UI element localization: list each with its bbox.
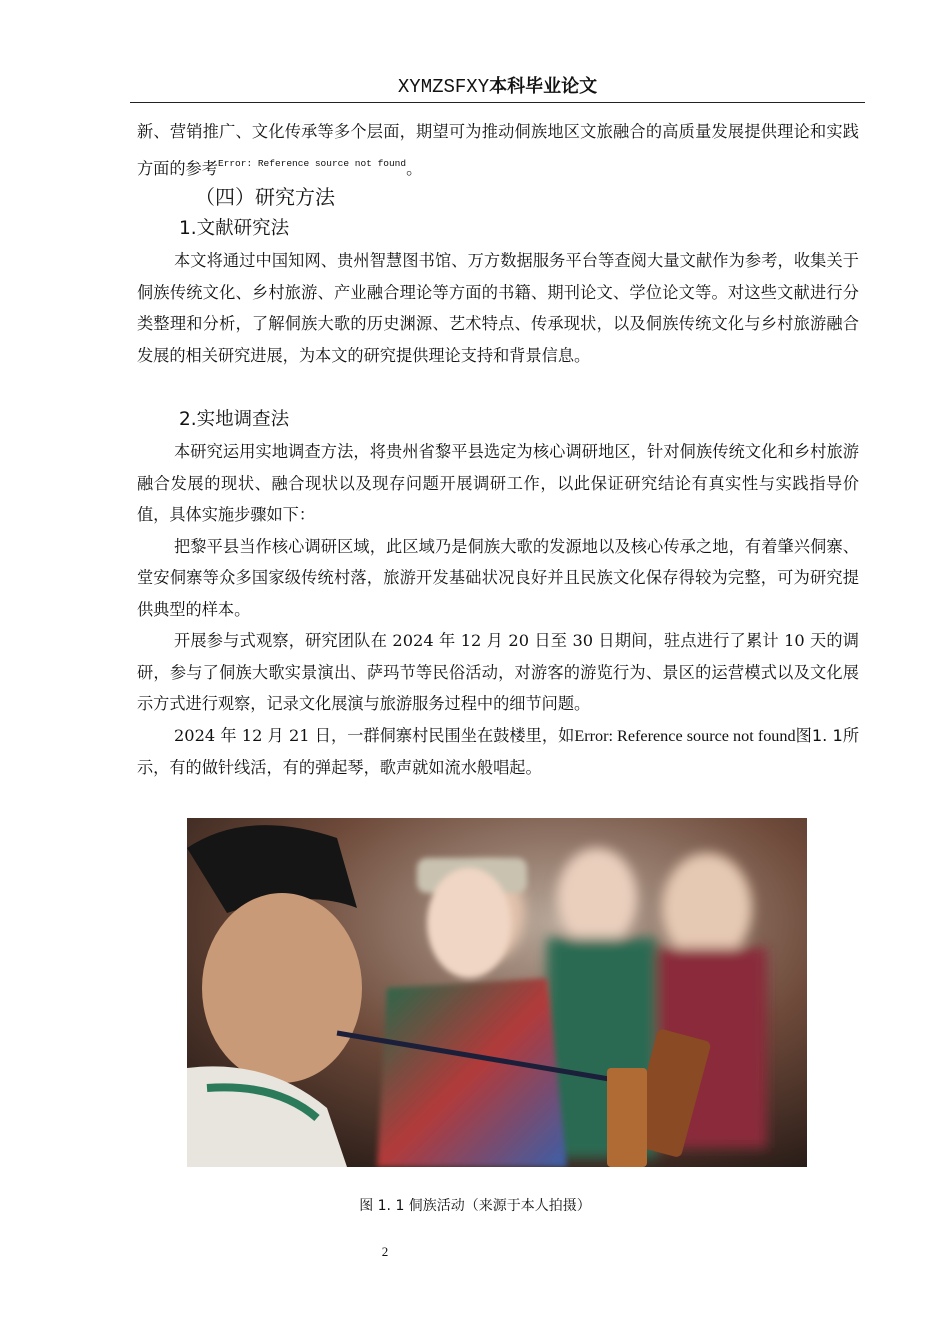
event-text-a: 2024 年 12 月 21 日，一群侗寨村民围坐在鼓楼里，如 bbox=[174, 725, 575, 745]
subsection-heading-1: 1.文献研究法 bbox=[179, 218, 290, 239]
subsection-field bbox=[137, 404, 859, 435]
page-header bbox=[130, 72, 865, 102]
header-code: XYMZSFXY bbox=[397, 76, 490, 98]
photo-illustration bbox=[187, 818, 807, 1167]
paragraph-field-observation: 开展参与式观察，研究团队在 2024 年 12 月 20 日至 30 日期间，驻点进行了累计 10 天的调研，参与了侗族大歌实景演出、萨玛节等民俗活动，对游客的游览行为、景区的运营模式以及文化展示方式进行观察，记录文化展演与旅游服务过程中的细节问题。 bbox=[137, 631, 859, 713]
header-title: 本科毕业论文 bbox=[489, 76, 598, 97]
paragraph-continuation bbox=[137, 116, 859, 184]
event-reference-error: Error: Reference source not found bbox=[574, 726, 796, 745]
body-block-field bbox=[137, 436, 859, 784]
figure-reference: 图1. 1 bbox=[795, 725, 843, 745]
figure-photo bbox=[187, 818, 807, 1167]
figure-caption: 图 1. 1 侗族活动（来源于本人拍摄） bbox=[359, 1198, 591, 1214]
subsection-literature bbox=[137, 213, 859, 244]
page-number: 2 bbox=[381, 1244, 389, 1259]
paragraph-field-area: 把黎平县当作核心调研区域，此区域乃是侗族大歌的发源地以及核心传承之地，有着肇兴侗寨、堂安侗寨等众多国家级传统村落，旅游开发基础状况良好并且民族文化保存得较为完整，可为研究提供典型的样本。 bbox=[137, 536, 859, 619]
paragraph-literature: 本文将通过中国知网、贵州智慧图书馆、万方数据服务平台等查阅大量文献作为参考，收集关于侗族传统文化、乡村旅游、产业融合理论等方面的书籍、期刊论文、学位论文等。对这些文献进行分类整理和分析，了解侗族大歌的历史渊源、艺术特点、传承现状，以及侗族传统文化与乡村旅游融合发展的相关研究进展，为本文的研究提供理论支持和背景信息。 bbox=[137, 251, 859, 365]
section-methods bbox=[137, 181, 859, 213]
reference-error: Error: Reference source not found bbox=[217, 157, 407, 169]
paragraph-field-intro: 本研究运用实地调查方法，将贵州省黎平县选定为核心调研地区，针对侗族传统文化和乡村旅游融合发展的现状、融合现状以及现存问题开展调研工作，以此保证研究结论有真实性与实践指导价值，具体实施步骤如下： bbox=[137, 442, 859, 524]
event-text-b: 所示，有的做针线活，有的弹起琴，歌声就如流水般唱起。 bbox=[137, 725, 860, 777]
subsection-heading-2: 2.实地调查法 bbox=[179, 409, 290, 430]
header-divider bbox=[130, 102, 865, 103]
body-block-top bbox=[137, 116, 859, 184]
paragraph-field-event bbox=[137, 720, 859, 784]
continuation-end: 。 bbox=[406, 158, 423, 178]
continuation-text: 新、营销推广、文化传承等多个层面，期望可为推动侗族地区文旅融合的高质量发展提供理论和实践方面的参考 bbox=[137, 122, 859, 178]
section-heading: （四）研究方法 bbox=[195, 185, 335, 209]
body-block-literature bbox=[137, 245, 859, 371]
